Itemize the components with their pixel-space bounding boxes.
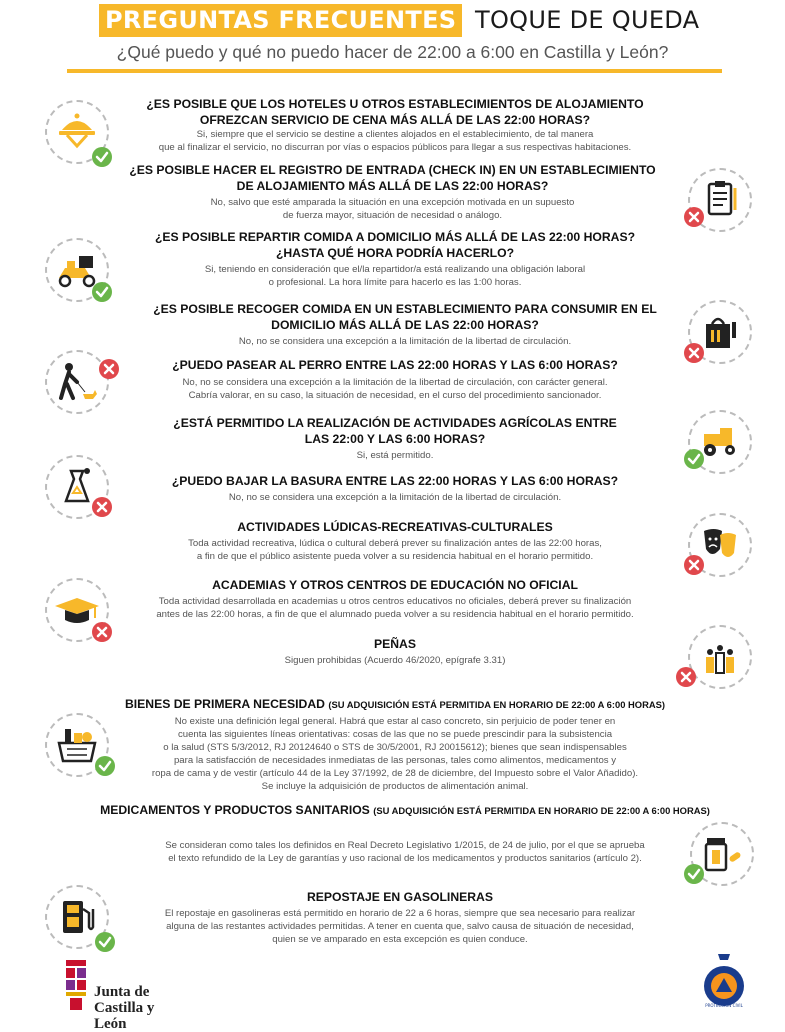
cross-icon: [99, 359, 119, 379]
question-note: (SU ADQUISICIÓN ESTÁ PERMITIDA EN HORARIO DE 22:00 A 6:00 HORAS): [373, 805, 710, 816]
answer: Toda actividad recreativa, lúdica o cultural deberá prever su finalización antes de las 22:00 horas,: [188, 538, 602, 549]
cross-icon: [92, 622, 112, 642]
answer: Toda actividad desarrollada en academias u otros centros educativos no oficiales, deberá prever su finalización: [158, 596, 632, 607]
answer: antes de las 22:00 horas, a fin de que el alumnado pueda volver a su residencia habitual en el horario permitido.: [156, 609, 634, 620]
cross-icon: [684, 555, 704, 575]
faq-item-agriculture: [115, 415, 675, 462]
answer: cuenta las siguientes líneas orientativas: cosas de las que no se puede prescindir para la subsistencia: [177, 729, 613, 740]
answer: El repostaje en gasolineras está permitido en horario de 22 a 6 horas, siempre que sea necesario para realizar: [164, 908, 636, 919]
answer: o profesional. La hora límite para hacerlo es las 1:00 horas.: [268, 277, 522, 288]
answer: Se consideran como tales los definidos en Real Decreto Legislativo 1/2015, de 24 de julio, por el que se aprueba: [165, 840, 645, 851]
question: ¿ES POSIBLE RECOGER COMIDA EN UN ESTABLECIMIENTO PARA CONSUMIR EN EL: [153, 302, 657, 316]
faq-item-medicines: [70, 802, 740, 865]
check-icon: [92, 147, 112, 167]
question: ¿ES POSIBLE HACER EL REGISTRO DE ENTRADA (CHECK IN) EN UN ESTABLECIMIENTO: [129, 163, 656, 177]
faq-item-dog-walk: [115, 357, 675, 402]
faq-item-academies: [115, 577, 675, 621]
faq-item-check-in: [110, 162, 675, 222]
answer: o la salud (STS 5/3/2012, RJ 20124640 o STS de 30/5/2001, RJ 20015612); bienes que sean indispensables: [163, 742, 627, 753]
logo-text: PROTECCIÓN CIVIL: [705, 1003, 743, 1008]
cross-icon: [676, 667, 696, 687]
question: ¿ES POSIBLE QUE LOS HOTELES U OTROS ESTABLECIMIENTOS DE ALOJAMIENTO: [146, 97, 644, 111]
check-icon: [684, 449, 704, 469]
answer: alguna de las restantes actividades permitidas. A tener en cuenta que, salvo causa de situación de necesidad,: [166, 921, 634, 932]
question: ¿ESTÁ PERMITIDO LA REALIZACIÓN DE ACTIVIDADES AGRÍCOLAS ENTRE: [173, 416, 617, 430]
cross-icon: [684, 207, 704, 227]
question: ¿ES POSIBLE REPARTIR COMIDA A DOMICILIO MÁS ALLÁ DE LAS 22:00 HORAS?: [154, 230, 636, 244]
answer: el texto refundido de la Ley de garantías y uso racional de los medicamentos y productos sanitarios (artículo 2).: [168, 853, 642, 864]
faq-item-fuel: [115, 889, 685, 946]
faq-item-penas: [115, 636, 675, 667]
question: ¿PUEDO BAJAR LA BASURA ENTRE LAS 22:00 HORAS Y LAS 6:00 HORAS?: [171, 474, 619, 488]
faq-item-takeaway: [125, 301, 685, 348]
title-rest: TOQUE DE QUEDA: [475, 6, 700, 34]
header-underline: [67, 69, 722, 73]
answer: Si, siempre que el servicio se destine a clientes alojados en el establecimiento, de tal manera: [196, 129, 594, 140]
answer: No existe una definición legal general. Habrá que estar al caso concreto, sin perjuicio de poder tener en: [174, 716, 616, 727]
header: [0, 0, 785, 80]
answer: a fin de que el público asistente pueda volver a su residencia habitual en el horario permitido.: [196, 551, 594, 562]
question: ACTIVIDADES LÚDICAS-RECREATIVAS-CULTURALES: [237, 520, 553, 534]
answer: No, salvo que esté amparada la situación en una excepción motivada en un supuesto: [210, 197, 575, 208]
proteccion-civil-logo: [700, 952, 748, 1010]
question-main: MEDICAMENTOS Y PRODUCTOS SANITARIOS: [100, 803, 370, 817]
answer: de fuerza mayor, situación de necesidad o análogo.: [282, 210, 503, 221]
question: ¿PUEDO PASEAR AL PERRO ENTRE LAS 22:00 HORAS Y LAS 6:00 HORAS?: [172, 358, 618, 372]
answer: para la satisfacción de necesidades inmediatas de las personas, tales como alimentos, medicamentos y: [173, 755, 617, 766]
junta-castilla-leon-logo: [60, 958, 190, 1032]
answer: que al finalizar el servicio, no discurran por vías o espacios públicos para llegar a sus respectivas habitaciones.: [158, 142, 632, 153]
question-main: BIENES DE PRIMERA NECESIDAD: [124, 697, 325, 711]
question: REPOSTAJE EN GASOLINERAS: [306, 890, 493, 904]
title-highlight: PREGUNTAS FRECUENTES: [99, 4, 462, 37]
answer: Se incluye la adquisición de productos de alimentación animal.: [261, 781, 529, 792]
question: [70, 802, 740, 819]
faq-item-hotel-dinner: [115, 96, 675, 154]
subtitle: ¿Qué puedo y qué no puedo hacer de 22:00 a 6:00 en Castilla y León?: [116, 42, 669, 62]
party-people-icon: [688, 625, 752, 689]
check-icon: [684, 864, 704, 884]
faq-item-cultural: [115, 519, 675, 563]
cross-icon: [684, 343, 704, 363]
question: OFREZCAN SERVICIO DE CENA MÁS ALLÁ DE LAS 22:00 HORAS?: [199, 113, 591, 127]
check-icon: [95, 932, 115, 952]
faq-item-trash: [115, 473, 675, 504]
answer: Cabría valorar, en su caso, la situación de necesidad, en el curso del procedimiento sancionador.: [188, 390, 602, 401]
question: ACADEMIAS Y OTROS CENTROS DE EDUCACIÓN NO OFICIAL: [212, 578, 578, 592]
check-icon: [92, 282, 112, 302]
faq-item-food-delivery: [115, 229, 675, 289]
check-icon: [95, 756, 115, 776]
question: DE ALOJAMIENTO MÁS ALLÁ DE LAS 22:00 HORAS?: [236, 179, 549, 193]
question: ¿HASTA QUÉ HORA PODRÍA HACERLO?: [275, 246, 515, 260]
faq-item-essential-goods: [110, 696, 680, 793]
answer: Si, teniendo en consideración que el/la repartidor/a está realizando una obligación laboral: [204, 264, 586, 275]
question: [110, 696, 680, 713]
answer: No, no se considera una excepción a la limitación de la libertad de circulación, con carácter general.: [182, 377, 608, 388]
logo-line: Junta de: [94, 984, 150, 1000]
question: DOMICILIO MÁS ALLÁ DE LAS 22:00 HORAS?: [271, 318, 539, 332]
answer: ropa de cama y de vestir (artículo 44 de la Ley 37/1992, de 28 de diciembre, del Impuesto sobre el Valor Añadido).: [151, 768, 639, 779]
answer: No, no se considera una excepción a la limitación de la libertad de circulación.: [238, 336, 572, 347]
answer: No, no se considera una excepción a la limitación de la libertad de circulación.: [228, 492, 562, 503]
cross-icon: [92, 497, 112, 517]
logo-line: Castilla y León: [94, 1000, 155, 1032]
answer: Si, está permitido.: [356, 450, 434, 461]
question: PEÑAS: [374, 637, 416, 651]
answer: Siguen prohibidas (Acuerdo 46/2020, epígrafe 3.31): [284, 655, 506, 666]
question-note: (SU ADQUISICIÓN ESTÁ PERMITIDA EN HORARIO DE 22:00 A 6:00 HORAS): [328, 699, 666, 710]
answer: quien se ve amparado en esta excepción es quien conduce.: [272, 934, 528, 945]
coat-of-arms-icon: [64, 960, 88, 1012]
question: LAS 22:00 Y LAS 6:00 HORAS?: [304, 432, 486, 446]
